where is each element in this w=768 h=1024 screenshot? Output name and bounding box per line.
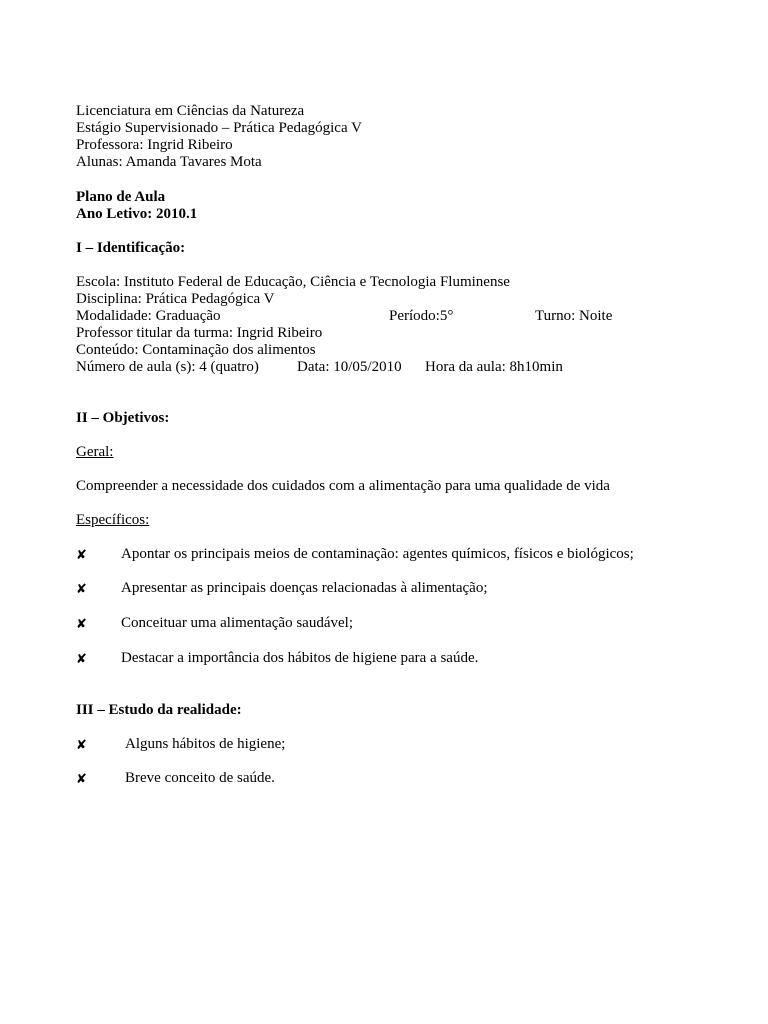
shift-text: Turno: Noite — [535, 308, 613, 324]
school-line: Escola: Instituto Federal de Educação, Ciência e Tecnologia Fluminense — [76, 274, 510, 290]
specific-item: Apontar os principais meios de contaminação: agentes químicos, físicos e biológicos; — [121, 546, 634, 562]
time-text: Hora da aula: 8h10min — [425, 359, 563, 375]
cross-bullet-icon: ✘ — [76, 738, 87, 753]
students-line: Alunas: Amanda Tavares Mota — [76, 154, 262, 170]
period-text: Período:5° — [389, 308, 454, 324]
teacher-line: Professora: Ingrid Ribeiro — [76, 137, 233, 153]
specific-item: Conceituar uma alimentação saudável; — [121, 615, 353, 631]
specific-item: Destacar a importância dos hábitos de higiene para a saúde. — [121, 650, 479, 666]
lesson-number-text: Número de aula (s): 4 (quatro) — [76, 359, 259, 375]
modality-row — [76, 308, 696, 325]
cross-bullet-icon: ✘ — [76, 617, 87, 632]
objectives-heading: II – Objetivos: — [76, 410, 170, 426]
general-label: Geral: — [76, 444, 114, 460]
modality-text: Modalidade: Graduação — [76, 308, 221, 324]
course-line: Licenciatura em Ciências da Natureza — [76, 103, 305, 119]
reality-item: Alguns hábitos de higiene; — [125, 736, 286, 752]
reality-item: Breve conceito de saúde. — [125, 770, 275, 786]
lesson-row — [76, 359, 696, 376]
internship-line: Estágio Supervisionado – Prática Pedagógica V — [76, 120, 362, 136]
cross-bullet-icon: ✘ — [76, 582, 87, 597]
date-text: Data: 10/05/2010 — [297, 359, 402, 375]
cross-bullet-icon: ✘ — [76, 652, 87, 667]
class-teacher-line: Professor titular da turma: Ingrid Ribeiro — [76, 325, 323, 341]
cross-bullet-icon: ✘ — [76, 772, 87, 787]
plan-year: Ano Letivo: 2010.1 — [76, 206, 198, 222]
specific-item: Apresentar as principais doenças relacionadas à alimentação; — [121, 580, 488, 596]
cross-bullet-icon: ✘ — [76, 548, 87, 563]
plan-title: Plano de Aula — [76, 189, 166, 205]
identification-heading: I – Identificação: — [76, 240, 186, 256]
general-text: Compreender a necessidade dos cuidados com a alimentação para uma qualidade de vida — [76, 478, 610, 494]
content-line: Conteúdo: Contaminação dos alimentos — [76, 342, 316, 358]
specific-label: Específicos: — [76, 512, 150, 528]
discipline-line: Disciplina: Prática Pedagógica V — [76, 291, 275, 307]
reality-heading: III – Estudo da realidade: — [76, 702, 242, 718]
